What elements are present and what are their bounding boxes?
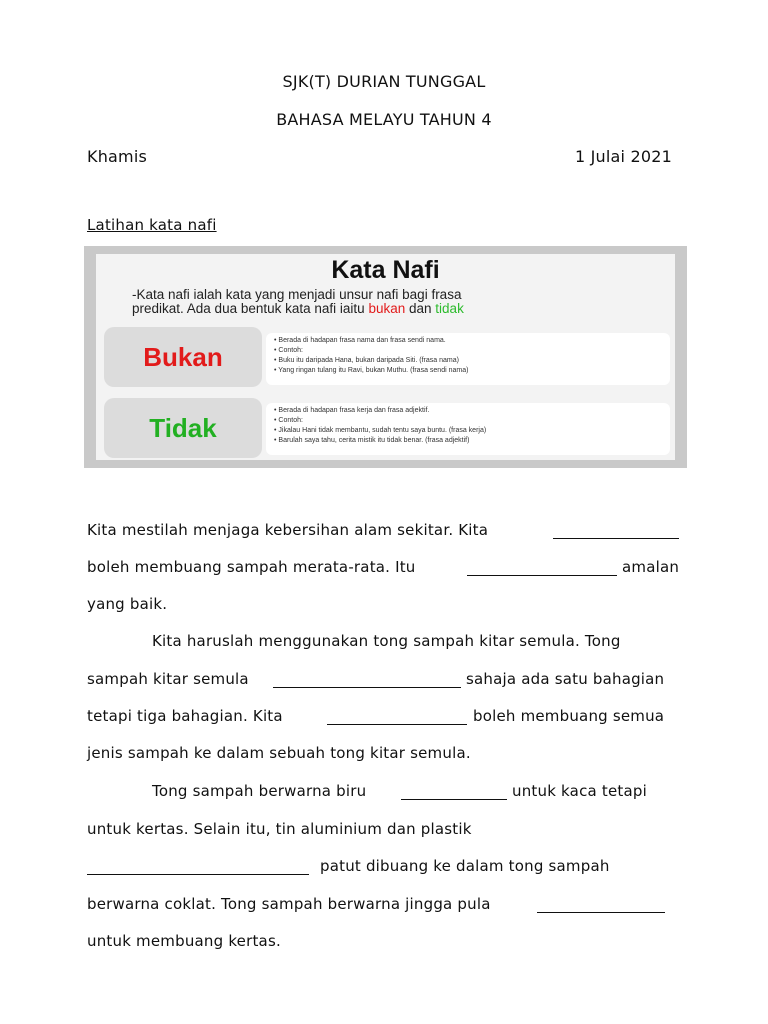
note-item: • Barulah saya tahu, cerita mistik itu tidak benar. (frasa adjektif) <box>274 436 662 446</box>
passage-line-5b: sahaja ada satu bahagian <box>466 670 665 688</box>
passage-line-12: untuk membuang kertas. <box>87 932 281 950</box>
passage-line-9: untuk kertas. Selain itu, tin aluminium dan plastik <box>87 820 472 838</box>
definition-and: dan <box>409 301 432 316</box>
passage-line-6b: boleh membuang semua <box>473 707 665 725</box>
category-tidak: Tidak <box>104 398 262 458</box>
infographic-card <box>96 254 675 460</box>
day-label: Khamis <box>87 147 148 166</box>
answer-blank-4[interactable] <box>327 724 467 725</box>
answer-blank-6[interactable] <box>87 874 309 875</box>
answer-blank-5[interactable] <box>401 799 507 800</box>
passage-line-6a: tetapi tiga bahagian. Kita <box>87 707 283 725</box>
note-item: • Yang ringan tulang itu Ravi, bukan Muthu. (frasa sendi nama) <box>274 366 662 376</box>
passage-line-4: Kita haruslah menggunakan tong sampah kitar semula. Tong <box>152 632 621 650</box>
note-item: • Jikalau Hani tidak membantu, sudah tentu saya buntu. (frasa kerja) <box>274 426 662 436</box>
passage-line-10: patut dibuang ke dalam tong sampah <box>320 857 610 875</box>
passage-line-5a: sampah kitar semula <box>87 670 249 688</box>
passage-line-2b: amalan <box>622 558 680 576</box>
note-item: • Berada di hadapan frasa nama dan frasa sendi nama. <box>274 336 662 346</box>
school-name: SJK(T) DURIAN TUNGGAL <box>282 72 486 91</box>
date-label: 1 Julai 2021 <box>574 147 672 166</box>
keyword-bukan: bukan <box>368 301 406 316</box>
passage-line-8a: Tong sampah berwarna biru <box>152 782 367 800</box>
definition-line-1: -Kata nafi ialah kata yang menjadi unsur nafi bagi frasa <box>132 287 462 302</box>
subject-title: BAHASA MELAYU TAHUN 4 <box>276 110 492 129</box>
passage-line-1: Kita mestilah menjaga kebersihan alam sekitar. Kita <box>87 521 489 539</box>
note-item: • Buku itu daripada Hana, bukan daripada Siti. (frasa nama) <box>274 356 662 366</box>
passage-line-7: jenis sampah ke dalam sebuah tong kitar semula. <box>87 744 471 762</box>
passage-line-2a: boleh membuang sampah merata-rata. Itu <box>87 558 416 576</box>
answer-blank-1[interactable] <box>553 538 679 539</box>
category-tidak-notes <box>266 403 670 455</box>
definition-line-2 <box>132 302 672 316</box>
answer-blank-3[interactable] <box>273 687 461 688</box>
infographic-definition <box>132 288 672 316</box>
infographic-title: Kata Nafi <box>331 256 440 284</box>
note-item: • Berada di hadapan frasa kerja dan frasa adjektif. <box>274 406 662 416</box>
kata-nafi-infographic <box>84 246 687 468</box>
answer-blank-7[interactable] <box>537 912 665 913</box>
answer-blank-2[interactable] <box>467 575 617 576</box>
keyword-tidak: tidak <box>435 301 464 316</box>
exercise-title: Latihan kata nafi <box>87 216 217 234</box>
note-item: • Contoh: <box>274 346 662 356</box>
passage-line-11: berwarna coklat. Tong sampah berwarna jingga pula <box>87 895 491 913</box>
note-item: • Contoh: <box>274 416 662 426</box>
passage-line-3: yang baik. <box>87 595 168 613</box>
category-bukan: Bukan <box>104 327 262 387</box>
category-bukan-notes <box>266 333 670 385</box>
passage-line-8b: untuk kaca tetapi <box>512 782 647 800</box>
definition-text: predikat. Ada dua bentuk kata nafi iaitu <box>132 301 365 316</box>
